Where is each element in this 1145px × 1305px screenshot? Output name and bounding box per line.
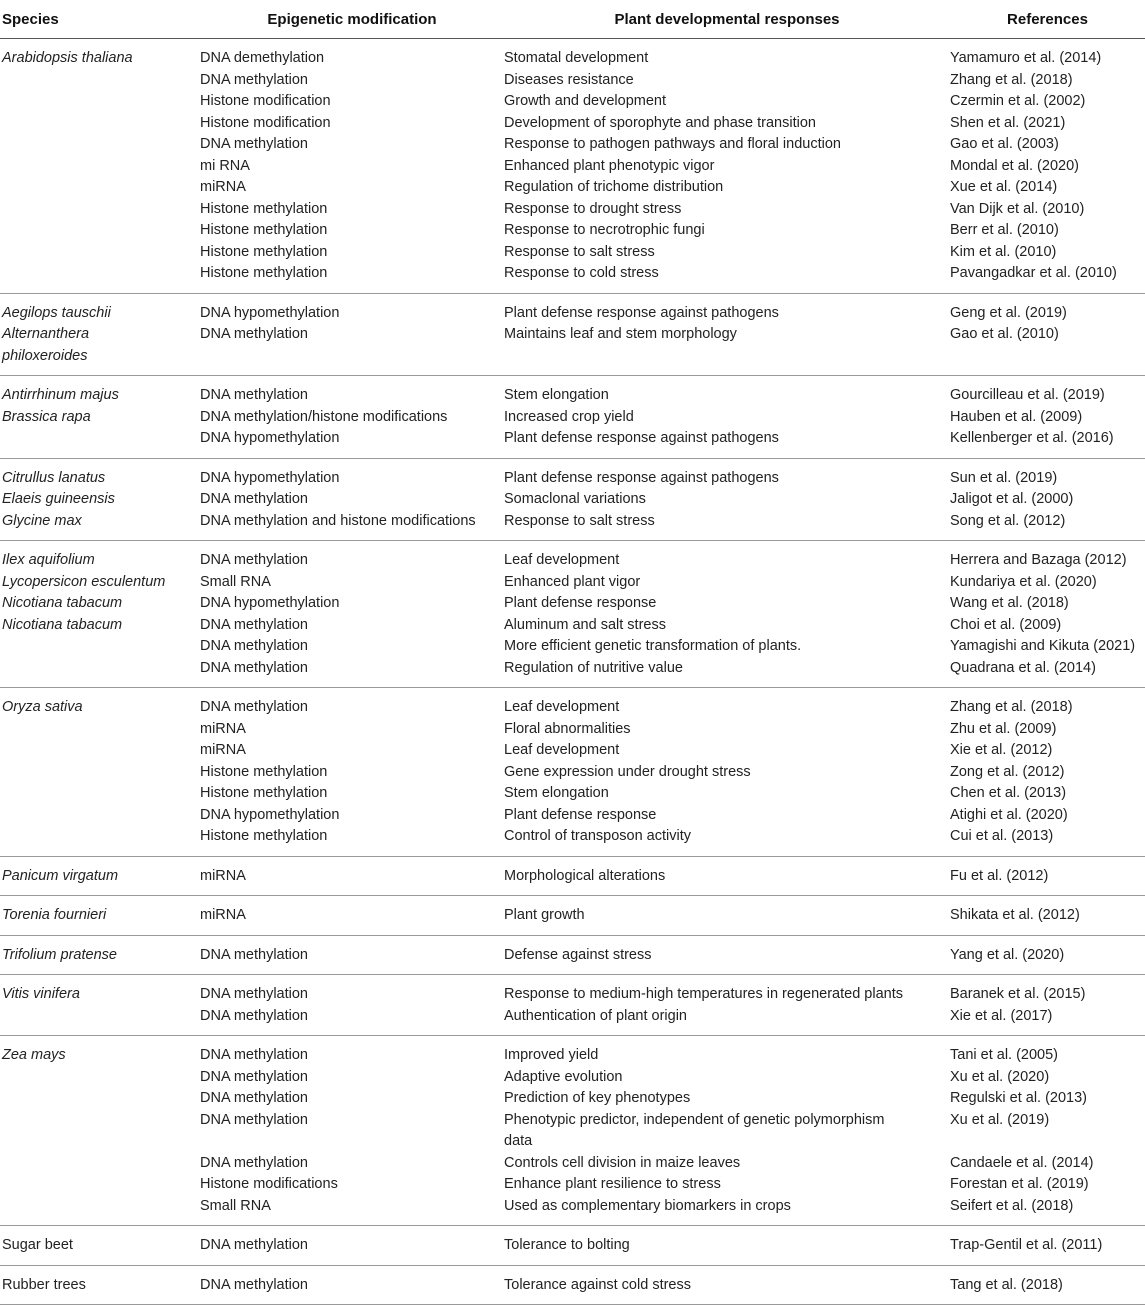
reference-cell: Tani et al. (2005) bbox=[950, 1047, 1059, 1063]
table-row bbox=[0, 134, 1145, 156]
response-cell: Leaf development bbox=[504, 742, 620, 758]
modification-cell: Histone modifications bbox=[200, 1176, 338, 1192]
species-cell bbox=[0, 658, 200, 688]
table-row bbox=[0, 113, 1145, 135]
species-cell: Arabidopsis thaliana bbox=[2, 50, 133, 66]
response-cell: Response to drought stress bbox=[504, 200, 682, 217]
species-cell bbox=[0, 1153, 200, 1175]
species-group bbox=[0, 975, 1145, 1036]
modification-cell: DNA methylation bbox=[200, 1090, 308, 1106]
reference-cell: Atighi et al. (2020) bbox=[950, 806, 1068, 823]
modification-cell: DNA methylation bbox=[200, 1276, 308, 1293]
modification-cell: miRNA bbox=[200, 867, 246, 884]
response-cell: Defense against stress bbox=[504, 946, 652, 963]
reference-cell: Shikata et al. (2012) bbox=[950, 907, 1080, 923]
header-species: Species bbox=[0, 0, 200, 39]
modification-cell: miRNA bbox=[200, 907, 246, 923]
response-cell: Plant growth bbox=[504, 907, 585, 923]
response-cell: Plant defense response bbox=[504, 595, 657, 611]
species-group bbox=[0, 39, 1145, 294]
modification-cell: DNA methylation bbox=[200, 326, 308, 342]
table-row bbox=[0, 156, 1145, 178]
reference-cell bbox=[950, 1131, 1145, 1153]
reference-cell: Trap-Gentil et al. (2011) bbox=[950, 1237, 1103, 1253]
modification-cell: DNA methylation/histone modifications bbox=[200, 408, 448, 425]
reference-cell: Xue et al. (2014) bbox=[950, 179, 1058, 195]
response-cell: Used as complementary biomarkers in crops bbox=[504, 1197, 791, 1214]
reference-cell: Hauben et al. (2009) bbox=[950, 408, 1083, 425]
table-row bbox=[0, 1088, 1145, 1110]
species-cell: Torenia fournieri bbox=[2, 907, 107, 923]
reference-cell: Jaligot et al. (2000) bbox=[950, 491, 1074, 507]
reference-cell: Van Dijk et al. (2010) bbox=[950, 200, 1085, 217]
response-cell: Leaf development bbox=[504, 552, 620, 568]
table-row bbox=[0, 826, 1145, 856]
table-row bbox=[0, 805, 1145, 827]
table-row bbox=[0, 1006, 1145, 1036]
species-group bbox=[0, 1265, 1145, 1305]
species-cell bbox=[0, 1196, 200, 1226]
table-row bbox=[0, 1131, 1145, 1153]
modification-cell: Histone methylation bbox=[200, 222, 328, 238]
response-cell: Improved yield bbox=[504, 1047, 599, 1063]
response-cell: Maintains leaf and stem morphology bbox=[504, 326, 737, 342]
table-row bbox=[0, 740, 1145, 762]
modification-cell: Histone methylation bbox=[200, 828, 328, 844]
species-group bbox=[0, 541, 1145, 688]
modification-cell: DNA methylation and histone modifications bbox=[200, 512, 476, 529]
response-cell: More efficient genetic transformation of plants. bbox=[504, 638, 802, 654]
reference-cell: Geng et al. (2019) bbox=[950, 304, 1067, 321]
reference-cell: Wang et al. (2018) bbox=[950, 595, 1069, 611]
species-cell bbox=[0, 1088, 200, 1110]
species-cell bbox=[0, 1174, 200, 1196]
reference-cell: Czermin et al. (2002) bbox=[950, 93, 1086, 109]
species-cell: Sugar beet bbox=[2, 1237, 73, 1253]
species-group bbox=[0, 293, 1145, 376]
table-row bbox=[0, 856, 1145, 896]
header-references: References bbox=[950, 0, 1145, 39]
reference-cell: Zong et al. (2012) bbox=[950, 763, 1065, 780]
response-cell: Enhance plant resilience to stress bbox=[504, 1176, 721, 1192]
modification-cell: Histone methylation bbox=[200, 785, 328, 801]
reference-cell: Chen et al. (2013) bbox=[950, 785, 1067, 801]
reference-cell: Zhu et al. (2009) bbox=[950, 720, 1057, 737]
response-cell: Development of sporophyte and phase transition bbox=[504, 114, 816, 131]
modification-cell: DNA methylation bbox=[200, 946, 308, 963]
table-row bbox=[0, 458, 1145, 489]
response-cell: Gene expression under drought stress bbox=[504, 763, 751, 780]
response-cell: Plant defense response against pathogens bbox=[504, 430, 779, 446]
response-cell: Growth and development bbox=[504, 93, 667, 109]
reference-cell: Baranek et al. (2015) bbox=[950, 986, 1086, 1002]
table-row bbox=[0, 762, 1145, 784]
modification-cell: Histone methylation bbox=[200, 763, 328, 780]
table-row bbox=[0, 896, 1145, 936]
species-cell: Brassica rapa bbox=[2, 408, 91, 425]
table-row bbox=[0, 1174, 1145, 1196]
species-cell bbox=[0, 263, 200, 293]
modification-cell: DNA methylation bbox=[200, 1154, 308, 1171]
reference-cell: Tang et al. (2018) bbox=[950, 1276, 1063, 1293]
species-cell: Nicotiana tabacum bbox=[2, 616, 123, 633]
modification-cell: Histone modification bbox=[200, 114, 331, 131]
reference-cell: Xie et al. (2017) bbox=[950, 1007, 1053, 1024]
modification-cell: Histone modification bbox=[200, 93, 331, 109]
species-cell bbox=[0, 826, 200, 856]
species-group bbox=[0, 688, 1145, 857]
modification-cell: DNA methylation bbox=[200, 659, 308, 676]
table-row bbox=[0, 91, 1145, 113]
species-cell bbox=[0, 636, 200, 658]
species-cell: Rubber trees bbox=[2, 1276, 86, 1293]
species-cell bbox=[0, 177, 200, 199]
species-cell: Glycine max bbox=[2, 512, 82, 529]
reference-cell: Sun et al. (2019) bbox=[950, 469, 1058, 486]
modification-cell: DNA methylation bbox=[200, 616, 308, 633]
species-cell bbox=[0, 740, 200, 762]
modification-cell: DNA demethylation bbox=[200, 50, 325, 66]
table-row bbox=[0, 242, 1145, 264]
response-cell: Controls cell division in maize leaves bbox=[504, 1154, 741, 1171]
table-row bbox=[0, 1110, 1145, 1132]
species-group bbox=[0, 376, 1145, 459]
modification-cell: DNA methylation bbox=[200, 1068, 308, 1085]
table-row bbox=[0, 1036, 1145, 1067]
response-cell: Leaf development bbox=[504, 699, 620, 715]
response-cell: Plant defense response bbox=[504, 806, 657, 823]
table-row bbox=[0, 1226, 1145, 1266]
species-cell bbox=[0, 1006, 200, 1036]
reference-cell: Xie et al. (2012) bbox=[950, 742, 1053, 758]
species-cell: Trifolium pratense bbox=[2, 946, 117, 963]
response-cell: Response to salt stress bbox=[504, 512, 655, 529]
modification-cell: DNA methylation bbox=[200, 552, 308, 568]
table-row bbox=[0, 407, 1145, 429]
table-row bbox=[0, 719, 1145, 741]
reference-cell: Zhang et al. (2018) bbox=[950, 71, 1073, 88]
response-cell: Enhanced plant phenotypic vigor bbox=[504, 157, 715, 174]
reference-cell: Regulski et al. (2013) bbox=[950, 1090, 1088, 1106]
response-cell: Plant defense response against pathogens bbox=[504, 304, 779, 321]
table-row bbox=[0, 199, 1145, 221]
species-cell: Ilex aquifolium bbox=[2, 552, 95, 568]
response-cell: Response to necrotrophic fungi bbox=[504, 222, 705, 238]
response-cell: Stem elongation bbox=[504, 387, 609, 403]
modification-cell bbox=[200, 346, 504, 376]
table-row bbox=[0, 541, 1145, 572]
reference-cell: Gourcilleau et al. (2019) bbox=[950, 387, 1105, 403]
species-cell bbox=[0, 134, 200, 156]
reference-cell: Choi et al. (2009) bbox=[950, 616, 1062, 633]
species-cell: Aegilops tauschii bbox=[2, 304, 111, 321]
modification-cell: DNA methylation bbox=[200, 387, 308, 403]
species-group bbox=[0, 935, 1145, 975]
reference-cell: Berr et al. (2010) bbox=[950, 222, 1059, 238]
modification-cell: Histone methylation bbox=[200, 265, 328, 281]
table-row bbox=[0, 1067, 1145, 1089]
table-row bbox=[0, 975, 1145, 1006]
species-cell: Citrullus lanatus bbox=[2, 469, 106, 486]
species-group bbox=[0, 856, 1145, 896]
response-cell: Response to medium-high temperatures in regenerated plants bbox=[504, 986, 903, 1002]
modification-cell: DNA methylation bbox=[200, 71, 308, 88]
species-cell: Vitis vinifera bbox=[2, 986, 80, 1002]
table-row bbox=[0, 376, 1145, 407]
response-cell: Regulation of nutritive value bbox=[504, 659, 683, 676]
species-cell bbox=[0, 91, 200, 113]
modification-cell: DNA hypomethylation bbox=[200, 304, 340, 321]
table-row bbox=[0, 39, 1145, 70]
reference-cell: Forestan et al. (2019) bbox=[950, 1176, 1089, 1192]
response-cell: Plant defense response against pathogens bbox=[504, 469, 779, 486]
modification-cell: miRNA bbox=[200, 179, 246, 195]
table-row bbox=[0, 324, 1145, 346]
species-cell bbox=[0, 719, 200, 741]
table-row bbox=[0, 263, 1145, 293]
modification-cell: Small RNA bbox=[200, 1197, 271, 1214]
modification-cell: mi RNA bbox=[200, 157, 250, 174]
reference-cell: Cui et al. (2013) bbox=[950, 828, 1054, 844]
response-cell: Authentication of plant origin bbox=[504, 1007, 687, 1024]
species-cell bbox=[0, 1067, 200, 1089]
response-cell: Morphological alterations bbox=[504, 867, 666, 884]
modification-cell: Histone methylation bbox=[200, 200, 328, 217]
species-cell: Antirrhinum majus bbox=[2, 387, 119, 403]
response-cell: Regulation of trichome distribution bbox=[504, 179, 724, 195]
table-row bbox=[0, 658, 1145, 688]
species-cell bbox=[0, 1110, 200, 1132]
modification-cell: Small RNA bbox=[200, 573, 271, 590]
table-row bbox=[0, 70, 1145, 92]
table-row bbox=[0, 346, 1145, 376]
species-cell bbox=[0, 113, 200, 135]
modification-cell: DNA hypomethylation bbox=[200, 595, 340, 611]
response-cell: Tolerance to bolting bbox=[504, 1237, 630, 1253]
table-row bbox=[0, 615, 1145, 637]
table-row bbox=[0, 572, 1145, 594]
reference-cell: Seifert et al. (2018) bbox=[950, 1197, 1074, 1214]
modification-cell: DNA methylation bbox=[200, 699, 308, 715]
response-cell: Tolerance against cold stress bbox=[504, 1276, 691, 1293]
reference-cell: Fu et al. (2012) bbox=[950, 867, 1049, 884]
modification-cell: DNA methylation bbox=[200, 638, 308, 654]
species-cell: philoxeroides bbox=[2, 347, 88, 364]
reference-cell: Yamamuro et al. (2014) bbox=[950, 50, 1102, 66]
response-cell: Prediction of key phenotypes bbox=[504, 1090, 691, 1106]
response-cell: Enhanced plant vigor bbox=[504, 573, 641, 590]
header-response: Plant developmental responses bbox=[504, 0, 950, 39]
reference-cell: Gao et al. (2010) bbox=[950, 326, 1059, 342]
modification-cell: DNA methylation bbox=[200, 1237, 308, 1253]
table-row bbox=[0, 783, 1145, 805]
reference-cell: Kellenberger et al. (2016) bbox=[950, 430, 1114, 446]
species-cell bbox=[0, 242, 200, 264]
species-group bbox=[0, 1226, 1145, 1266]
reference-cell: Mondal et al. (2020) bbox=[950, 157, 1079, 174]
table-row bbox=[0, 1153, 1145, 1175]
species-cell bbox=[0, 428, 200, 458]
modification-cell: DNA methylation bbox=[200, 491, 308, 507]
response-cell: Response to pathogen pathways and floral induction bbox=[504, 136, 841, 152]
response-cell: Stomatal development bbox=[504, 50, 649, 66]
table-row bbox=[0, 177, 1145, 199]
table-row bbox=[0, 1196, 1145, 1226]
table-row bbox=[0, 688, 1145, 719]
species-cell: Oryza sativa bbox=[2, 699, 83, 715]
reference-cell: Xu et al. (2020) bbox=[950, 1068, 1050, 1085]
response-cell: Diseases resistance bbox=[504, 71, 634, 88]
species-group bbox=[0, 896, 1145, 936]
modification-cell: DNA methylation bbox=[200, 1007, 308, 1024]
reference-cell: Candaele et al. (2014) bbox=[950, 1154, 1094, 1171]
table-row bbox=[0, 593, 1145, 615]
reference-cell: Zhang et al. (2018) bbox=[950, 699, 1073, 715]
table-row bbox=[0, 220, 1145, 242]
response-cell: Stem elongation bbox=[504, 785, 609, 801]
response-cell: Control of transposon activity bbox=[504, 828, 691, 844]
species-cell bbox=[0, 783, 200, 805]
species-cell bbox=[0, 1131, 200, 1153]
species-cell: Nicotiana tabacum bbox=[2, 595, 123, 611]
modification-cell: DNA hypomethylation bbox=[200, 430, 340, 446]
modification-cell: DNA methylation bbox=[200, 986, 308, 1002]
table-row bbox=[0, 489, 1145, 511]
response-cell: Adaptive evolution bbox=[504, 1068, 623, 1085]
response-cell: Aluminum and salt stress bbox=[504, 616, 666, 633]
reference-cell: Gao et al. (2003) bbox=[950, 136, 1059, 152]
reference-cell: Xu et al. (2019) bbox=[950, 1111, 1050, 1128]
response-cell: Somaclonal variations bbox=[504, 491, 646, 507]
reference-cell: Quadrana et al. (2014) bbox=[950, 659, 1096, 676]
species-cell: Elaeis guineensis bbox=[2, 491, 115, 507]
species-cell bbox=[0, 70, 200, 92]
table-row bbox=[0, 935, 1145, 975]
species-cell: Zea mays bbox=[2, 1047, 66, 1063]
reference-cell: Kundariya et al. (2020) bbox=[950, 573, 1097, 590]
table-row bbox=[0, 428, 1145, 458]
response-cell: Response to salt stress bbox=[504, 243, 655, 260]
species-cell: Panicum virgatum bbox=[2, 867, 119, 884]
modification-cell: DNA hypomethylation bbox=[200, 806, 340, 823]
reference-cell: Pavangadkar et al. (2010) bbox=[950, 265, 1117, 281]
modification-cell: DNA methylation bbox=[200, 1111, 308, 1128]
modification-cell: miRNA bbox=[200, 720, 246, 737]
table-row bbox=[0, 636, 1145, 658]
reference-cell: Herrera and Bazaga (2012) bbox=[950, 552, 1127, 568]
species-cell bbox=[0, 762, 200, 784]
modification-cell: DNA hypomethylation bbox=[200, 469, 340, 486]
species-cell bbox=[0, 156, 200, 178]
reference-cell bbox=[950, 346, 1145, 376]
reference-cell: Kim et al. (2010) bbox=[950, 243, 1057, 260]
species-cell bbox=[0, 199, 200, 221]
table-header bbox=[0, 0, 1145, 39]
reference-cell: Shen et al. (2021) bbox=[950, 114, 1066, 131]
header-modification: Epigenetic modification bbox=[200, 0, 504, 39]
response-cell: Floral abnormalities bbox=[504, 720, 631, 737]
reference-cell: Song et al. (2012) bbox=[950, 512, 1066, 529]
modification-cell: Histone methylation bbox=[200, 243, 328, 260]
reference-cell: Yamagishi and Kikuta (2021) bbox=[950, 638, 1136, 654]
header-row bbox=[0, 0, 1145, 39]
species-group bbox=[0, 458, 1145, 541]
species-group bbox=[0, 1036, 1145, 1226]
response-cell: Response to cold stress bbox=[504, 265, 659, 281]
table-row bbox=[0, 293, 1145, 324]
modification-cell: DNA methylation bbox=[200, 1047, 308, 1063]
species-cell: Lycopersicon esculentum bbox=[2, 573, 166, 590]
modification-cell: miRNA bbox=[200, 742, 246, 758]
species-cell bbox=[0, 220, 200, 242]
modification-cell bbox=[200, 1131, 504, 1153]
response-cell: Increased crop yield bbox=[504, 408, 634, 425]
species-cell: Alternanthera bbox=[2, 326, 90, 342]
response-cell bbox=[504, 346, 950, 376]
table-row bbox=[0, 1265, 1145, 1305]
response-cell: Phenotypic predictor, independent of genetic polymorphism bbox=[504, 1111, 885, 1128]
response-cell: data bbox=[504, 1133, 533, 1149]
table-row bbox=[0, 511, 1145, 541]
species-cell bbox=[0, 805, 200, 827]
modification-cell: DNA methylation bbox=[200, 136, 308, 152]
reference-cell: Yang et al. (2020) bbox=[950, 946, 1065, 963]
